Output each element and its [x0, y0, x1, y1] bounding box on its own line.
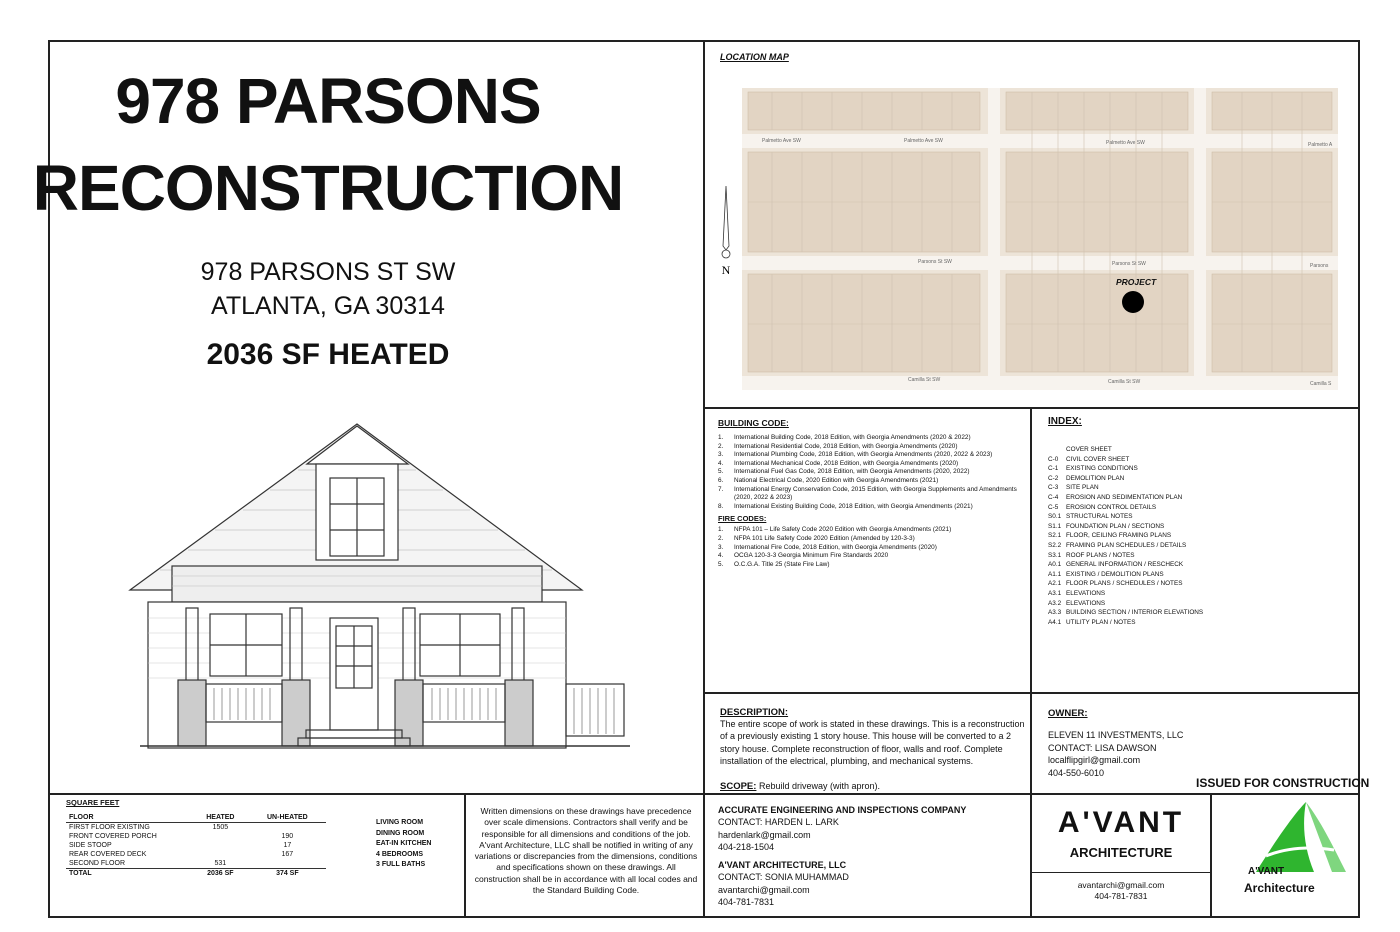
list-item: 6. National Electrical Code, 2020 Edition with Georgia Amendments (2021) — [718, 476, 939, 484]
list-item: EAT-IN KITCHEN — [376, 840, 432, 847]
index-item: S2.1 FLOOR, CEILING FRAMING PLANS — [1048, 532, 1172, 540]
architect-name: A'VANT ARCHITECTURE, LLC — [718, 860, 847, 871]
index-item: A2.1 FLOOR PLANS / SCHEDULES / NOTES — [1048, 580, 1183, 588]
consultants-section — [718, 804, 1028, 908]
street-label: Palmetto Ave SW — [1106, 140, 1145, 146]
description-text: The entire scope of work is stated in these drawings. This is a reconstruction of a previously existing 1 story house. This house will be converted to a 2 story house. Complete reconstruction of floor, walls and roof. Complete installation of the electrical, plumbing, and mechanical systems. — [720, 719, 1025, 766]
list-item: 2. NFPA 101 Life Safety Code 2020 Edition (Amended by 120-3-3) — [718, 534, 915, 542]
general-notes: Written dimensions on these drawings have precedence over scale dimensions. Contractors shall verify and be responsible for all dimensions and conditions of the job. A'vant Architecture, LLC shall be notified in writing of any variations or discrepancies from the dimensions, conditions and specifications shown on these drawings. All construction shall be in accordance with all local codes and the Standard Building Code. — [474, 806, 698, 896]
index-item: C-2 DEMOLITION PLAN — [1048, 474, 1125, 482]
location-map — [742, 88, 1338, 390]
table-row: SECOND FLOOR 531 — [66, 859, 326, 869]
list-item: 1. International Building Code, 2018 Edition, with Georgia Amendments (2020 & 2022) — [718, 434, 971, 441]
list-item: DINING ROOM — [376, 829, 425, 837]
square-feet-table — [66, 813, 326, 878]
street-label: Camilla St SW — [1108, 379, 1141, 385]
index-item: A3.3 BUILDING SECTION / INTERIOR ELEVATIONS — [1048, 609, 1204, 617]
index-item: A4.1 UTILITY PLAN / NOTES — [1048, 618, 1136, 626]
architect-contact: CONTACT: SONIA MUHAMMAD — [718, 872, 849, 883]
logo-text-avant: A'VANT — [1248, 866, 1285, 877]
index-item: A3.2 ELEVATIONS — [1048, 599, 1106, 607]
owner-name: ELEVEN 11 INVESTMENTS, LLC — [1048, 730, 1184, 740]
description-section — [720, 707, 1030, 792]
brand-contact — [1032, 880, 1210, 902]
building-code-list — [718, 434, 1022, 511]
street-label: Palmetto Ave SW — [904, 138, 943, 144]
owner-phone: 404-550-6010 — [1048, 767, 1105, 778]
table-row: REAR COVERED DECK 167 — [69, 851, 294, 858]
front-elevation-drawing — [120, 418, 640, 763]
street-label: Camilla St SW — [908, 377, 941, 383]
divider-notes-left — [464, 793, 466, 918]
project-title-line2: RECONSTRUCTION — [32, 152, 624, 224]
owner-section — [1048, 708, 1248, 779]
list-item: 1. NFPA 101 – Life Safety Code 2020 Edition with Georgia Amendments (2021) — [718, 526, 952, 534]
street-label: Parsons St SW — [918, 259, 952, 265]
location-map-heading: LOCATION MAP — [720, 52, 789, 62]
index-item: C-0 CIVIL COVER SHEET — [1048, 455, 1130, 463]
square-feet-section — [66, 798, 326, 878]
svg-text:N: N — [721, 263, 731, 277]
column-header: UN-HEATED — [267, 814, 308, 821]
divider-brand-contact — [1030, 872, 1210, 873]
building-code-heading: BUILDING CODE: — [718, 418, 789, 428]
logo-text-architecture: Architecture — [1244, 881, 1315, 895]
table-row: FIRST FLOOR EXISTING 1505 — [69, 824, 229, 831]
table-row: SIDE STOOP 17 — [69, 842, 292, 849]
address-line2: ATLANTA, GA 30314 — [211, 292, 445, 320]
list-item: 7. International Energy Conservation Code, 2015 Edition, with Georgia Supplements and Amendments (2020, 2022 & 2023) — [718, 485, 1017, 502]
architect-email: avantarchi@gmail.com — [718, 884, 810, 895]
owner-heading: OWNER: — [1048, 708, 1088, 719]
brand-phone: 404-781-7831 — [1094, 891, 1148, 901]
street-label: Palmetto Ave SW — [762, 138, 801, 144]
list-item: 8. International Existing Building Code, 2018 Edition, with Georgia Amendments (2021) — [718, 502, 973, 510]
room-list — [376, 818, 431, 871]
engineer-email: hardenlark@gmail.com — [718, 829, 811, 840]
index-item: S1.1 FOUNDATION PLAN / SECTIONS — [1048, 522, 1165, 530]
divider-titleblock-top — [48, 793, 1360, 795]
divider-logo-left — [1210, 793, 1212, 918]
project-label: PROJECT — [1116, 277, 1157, 287]
building-code-section — [718, 418, 1022, 569]
index-item: C-5 EROSION CONTROL DETAILS — [1048, 503, 1157, 511]
sheet-index — [1048, 416, 1348, 627]
table-total-row: TOTAL 2036 SF 374 SF — [69, 870, 299, 877]
divider-code-index — [1030, 407, 1032, 793]
avant-logo-icon — [1236, 800, 1356, 874]
address-line1: 978 PARSONS ST SW — [200, 258, 456, 286]
column-header: HEATED — [206, 814, 235, 821]
column-header: FLOOR — [69, 814, 94, 821]
divider-description-top — [703, 692, 1360, 694]
list-item: 3. International Plumbing Code, 2018 Edition, with Georgia Amendments (2020, 2022 & 2023) — [718, 451, 993, 459]
index-item: S2.2 FRAMING PLAN SCHEDULES / DETAILS — [1048, 541, 1187, 549]
index-item: A3.1 ELEVATIONS — [1048, 589, 1106, 597]
list-item: 4. OCGA 120-3-3 Georgia Minimum Fire Standards 2020 — [718, 552, 889, 560]
square-feet-heading: SQUARE FEET — [66, 798, 120, 807]
street-label: Parsons St SW — [1112, 261, 1146, 267]
project-title-line1: 978 PARSONS — [115, 65, 541, 137]
index-item: A1.1 EXISTING / DEMOLITION PLANS — [1048, 570, 1164, 578]
index-item: COVER SHEET — [1066, 446, 1112, 453]
index-heading: INDEX: — [1048, 416, 1082, 427]
street-label: Parsons — [1310, 263, 1329, 269]
table-row: FRONT COVERED PORCH 190 — [69, 833, 294, 840]
list-item: 5. International Fuel Gas Code, 2018 Edition, with Georgia Amendments (2020, 2022) — [718, 468, 970, 476]
list-item: 5. O.C.G.A. Title 25 (State Fire Law) — [718, 560, 830, 568]
fire-codes-heading: FIRE CODES: — [718, 514, 767, 524]
list-item: 3. International Fire Code, 2018 Edition, with Georgia Amendments (2020) — [718, 543, 937, 551]
engineer-phone: 404-218-1504 — [718, 841, 775, 852]
fire-codes-list — [718, 526, 1022, 569]
engineer-contact: CONTACT: HARDEN L. LARK — [718, 817, 839, 828]
owner-email: localflipgirl@gmail.com — [1048, 755, 1141, 765]
issued-stamp: ISSUED FOR CONSTRUCTION — [1196, 776, 1370, 790]
index-item: S0.1 STRUCTURAL NOTES — [1048, 513, 1133, 521]
project-location-marker — [1122, 291, 1144, 313]
architect-phone: 404-781-7831 — [718, 897, 775, 908]
index-item: C-1 EXISTING CONDITIONS — [1048, 465, 1138, 473]
street-label: Palmetto A — [1308, 142, 1333, 148]
description-heading: DESCRIPTION: — [720, 707, 789, 718]
divider-vertical-main — [703, 40, 705, 918]
north-arrow-icon — [716, 186, 736, 278]
heated-area: 2036 SF HEATED — [206, 338, 450, 371]
engineer-name: ACCURATE ENGINEERING AND INSPECTIONS COMPANY — [718, 805, 967, 815]
brand-wordmark: A'VANT — [1057, 806, 1185, 839]
list-item: 3 FULL BATHS — [376, 861, 426, 868]
index-item: C-4 EROSION AND SEDIMENTATION PLAN — [1048, 493, 1183, 501]
brand-subtitle: ARCHITECTURE — [1069, 845, 1173, 860]
list-item: 2. International Residential Code, 2018 Edition, with Georgia Amendments (2020) — [718, 442, 958, 450]
list-item: 4 BEDROOMS — [376, 850, 424, 858]
brand-email: avantarchi@gmail.com — [1077, 880, 1165, 890]
list-item: LIVING ROOM — [376, 819, 424, 826]
street-label: Camilla S — [1310, 381, 1332, 387]
scope-line: SCOPE: Rebuild driveway (with apron). — [720, 781, 881, 793]
index-item: A0.1 GENERAL INFORMATION / RESCHECK — [1048, 561, 1184, 569]
list-item: 4. International Mechanical Code, 2018 Edition, with Georgia Amendments (2020) — [718, 459, 959, 467]
index-item: S3.1 ROOF PLANS / NOTES — [1048, 551, 1135, 559]
index-item: C-3 SITE PLAN — [1048, 484, 1099, 492]
owner-contact: CONTACT: LISA DAWSON — [1048, 742, 1157, 753]
